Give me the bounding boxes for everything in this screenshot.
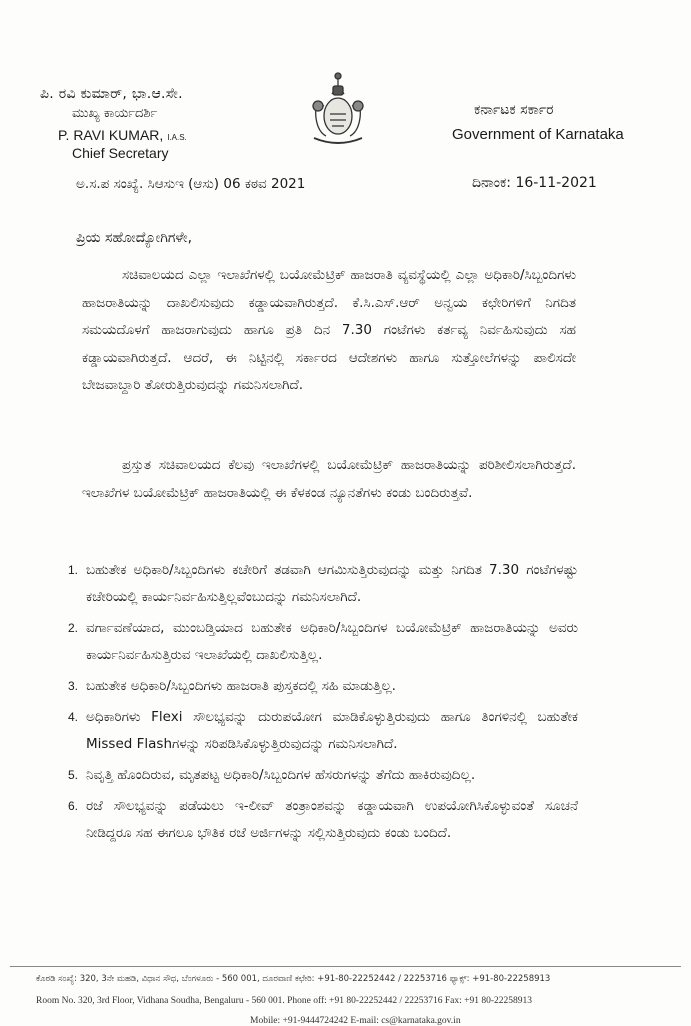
sender-ias: I.A.S.	[167, 133, 187, 142]
karnataka-state-emblem-icon	[296, 66, 380, 150]
list-item-number: 6.	[68, 799, 79, 813]
sender-name-kannada: ಪಿ. ರವಿ ಕುಮಾರ್, ಭಾ.ಆ.ಸೇ.	[40, 86, 183, 102]
footer-address-english: Room No. 320, 3rd Floor, Vidhana Soudha, Bengaluru - 560 001. Phone off: +91 80-22252442 / 22253716 Fax: +91 80-22258913	[36, 996, 532, 1006]
list-item-text: ಅಧಿಕಾರಿಗಳು Flexi ಸೌಲಭ್ಯವನ್ನು ದುರುಪಯೋಗ ಮಾಡಿಕೊಳ್ಳುತ್ತಿರುವುದು ಹಾಗೂ ತಿಂಗಳಿನಲ್ಲಿ ಬಹುತೇಕ Missed Flashಗಳನ್ನು ಸರಿಪಡಿಸಿಕೊಳ್ಳುತ್ತಿರುವುದನ್ನು ಗಮನಿಸಲಾಗಿದೆ.	[86, 709, 578, 752]
sender-title-kannada: ಮುಖ್ಯ ಕಾರ್ಯದರ್ಶಿ	[72, 106, 158, 121]
sender-name-english	[58, 127, 280, 143]
letter-date: ದಿನಾಂಕ: 16-11-2021	[472, 175, 597, 191]
sender-title-english: Chief Secretary	[72, 145, 169, 161]
footer-address-kannada: ಕೊಠಡಿ ಸಂಖ್ಯೆ: 320, 3ನೇ ಮಹಡಿ, ವಿಧಾನ ಸೌಧ, ಬೆಂಗಳೂರು - 560 001, ದೂರವಾಣಿ ಕಛೇರಿ: +91-80-22252442 / 22253716 ಫ್ಯಾಕ್ಸ್: +91-80-22258913	[36, 974, 551, 984]
list-item	[58, 673, 578, 700]
list-item	[58, 615, 578, 669]
government-english: Government of Karnataka	[452, 126, 624, 143]
list-item-number: 1.	[68, 563, 79, 577]
list-item-number: 4.	[68, 710, 79, 724]
sender-name-english-text: P. RAVI KUMAR,	[58, 127, 164, 143]
government-block	[452, 102, 624, 143]
list-item-text: ವರ್ಗಾವಣೆಯಾದ, ಮುಂಬಡ್ತಿಯಾದ ಬಹುತೇಕ ಅಧಿಕಾರಿ/ಸಿಬ್ಬಂದಿಗಳ ಬಯೋಮೆಟ್ರಿಕ್ ಹಾಜರಾತಿಯನ್ನು ಅವರು ಕಾರ್ಯನಿರ್ವಹಿಸುತ್ತಿರುವ ಇಲಾಖೆಯಲ್ಲಿ ದಾಖಲಿಸುತ್ತಿಲ್ಲ.	[86, 620, 578, 663]
list-item-number: 5.	[68, 768, 79, 782]
list-item-number: 3.	[68, 679, 79, 693]
list-item	[58, 793, 578, 847]
paragraph-1: ಸಚಿವಾಲಯದ ಎಲ್ಲಾ ಇಲಾಖೆಗಳಲ್ಲಿ ಬಯೋಮೆಟ್ರಿಕ್ ಹಾಜರಾತಿ ವ್ಯವಸ್ಥೆಯಲ್ಲಿ ಎಲ್ಲಾ ಅಧಿಕಾರಿ/ಸಿಬ್ಬಂದಿಗಳು ಹಾಜರಾತಿಯನ್ನು ದಾಖಲಿಸುವುದು ಕಡ್ಡಾಯವಾಗಿರುತ್ತದೆ. ಕೆ.ಸಿ.ಎಸ್.ಆರ್ ಅನ್ವಯ ಕಛೇರಿಗಳಿಗೆ ನಿಗದಿತ ಸಮಯದೊಳಗೆ ಹಾಜರಾಗುವುದು ಹಾಗೂ ಪ್ರತಿ ದಿನ 7.30 ಗಂಟೆಗಳು ಕರ್ತವ್ಯ ನಿರ್ವಹಿಸುವುದು ಸಹ ಕಡ್ಡಾಯವಾಗಿರುತ್ತದೆ. ಆದರೆ, ಈ ನಿಟ್ಟಿನಲ್ಲಿ ಸರ್ಕಾರದ ಆದೇಶಗಳು ಹಾಗೂ ಸುತ್ತೋಲೆಗಳನ್ನು ಪಾಲಿಸದೇ ಬೇಜವಾಬ್ದಾರಿ ತೋರುತ್ತಿರುವುದನ್ನು ಗಮನಿಸಲಾಗಿದೆ.	[82, 267, 576, 393]
sender-block	[40, 86, 280, 161]
list-item	[58, 557, 578, 611]
reference-number: ಅ.ಸ.ಪ ಸಂಖ್ಯೆ. ಸಿಆಸುಇ (ಆಸು) 06 ಕಠವ 2021	[76, 176, 306, 192]
list-item	[58, 762, 578, 789]
list-item-text: ಬಹುತೇಕ ಅಧಿಕಾರಿ/ಸಿಬ್ಬಂದಿಗಳು ಕಚೇರಿಗೆ ತಡವಾಗಿ ಆಗಮಿಸುತ್ತಿರುವುದನ್ನು ಮತ್ತು ನಿಗದಿತ 7.30 ಗಂಟೆಗಳಷ್ಟು ಕಚೇರಿಯಲ್ಲಿ ಕಾರ್ಯನಿರ್ವಹಿಸುತ್ತಿಲ್ಲವೆಂಬುದನ್ನು ಗಮನಿಸಲಾಗಿದೆ.	[86, 562, 578, 605]
list-item-text: ಬಹುತೇಕ ಅಧಿಕಾರಿ/ಸಿಬ್ಬಂದಿಗಳು ಹಾಜರಾತಿ ಪುಸ್ತಕದಲ್ಲಿ ಸಹಿ ಮಾಡುತ್ತಿಲ್ಲ.	[86, 678, 396, 694]
list-item-text: ರಜೆ ಸೌಲಭ್ಯವನ್ನು ಪಡೆಯಲು ಇ-ಲೀವ್ ತಂತ್ರಾಂಶವನ್ನು ಕಡ್ಡಾಯವಾಗಿ ಉಪಯೋಗಿಸಿಕೊಳ್ಳುವಂತೆ ಸೂಚನೆ ನೀಡಿದ್ದರೂ ಸಹ ಈಗಲೂ ಭೌತಿಕ ರಜೆ ಅರ್ಜಿಗಳನ್ನು ಸಲ್ಲಿಸುತ್ತಿರುವುದು ಕಂಡು ಬಂದಿದೆ.	[86, 798, 578, 841]
footer-contact: Mobile: +91-9444724242 E-mail: cs@karnataka.gov.in	[250, 1016, 461, 1026]
footer-divider	[10, 966, 681, 967]
letterhead-footer	[0, 966, 691, 1024]
observations-list	[58, 557, 578, 851]
list-item-text: ನಿವೃತ್ತಿ ಹೊಂದಿರುವ, ಮೃತಪಟ್ಟ ಅಧಿಕಾರಿ/ಸಿಬ್ಬಂದಿಗಳ ಹೆಸರುಗಳನ್ನು ತೆಗೆದು ಹಾಕಿರುವುದಿಲ್ಲ.	[86, 767, 476, 783]
list-item-number: 2.	[68, 621, 79, 635]
salutation: ಪ್ರಿಯ ಸಹೋದ್ಯೋಗಿಗಳೇ,	[76, 230, 193, 246]
list-item	[58, 704, 578, 758]
paragraph-2: ಪ್ರಸ್ತುತ ಸಚಿವಾಲಯದ ಕೆಲವು ಇಲಾಖೆಗಳಲ್ಲಿ ಬಯೋಮೆಟ್ರಿಕ್ ಹಾಜರಾತಿಯನ್ನು ಪರಿಶೀಲಿಸಲಾಗಿರುತ್ತದೆ. ಇಲಾಖೆಗಳ ಬಯೋಮೆಟ್ರಿಕ್ ಹಾಜರಾತಿಯಲ್ಲಿ ಈ ಕೆಳಕಂಡ ನ್ಯೂನತೆಗಳು ಕಂಡು ಬಂದಿರುತ್ತವೆ.	[82, 457, 576, 501]
government-kannada: ಕರ್ನಾಟಕ ಸರ್ಕಾರ	[474, 102, 554, 118]
